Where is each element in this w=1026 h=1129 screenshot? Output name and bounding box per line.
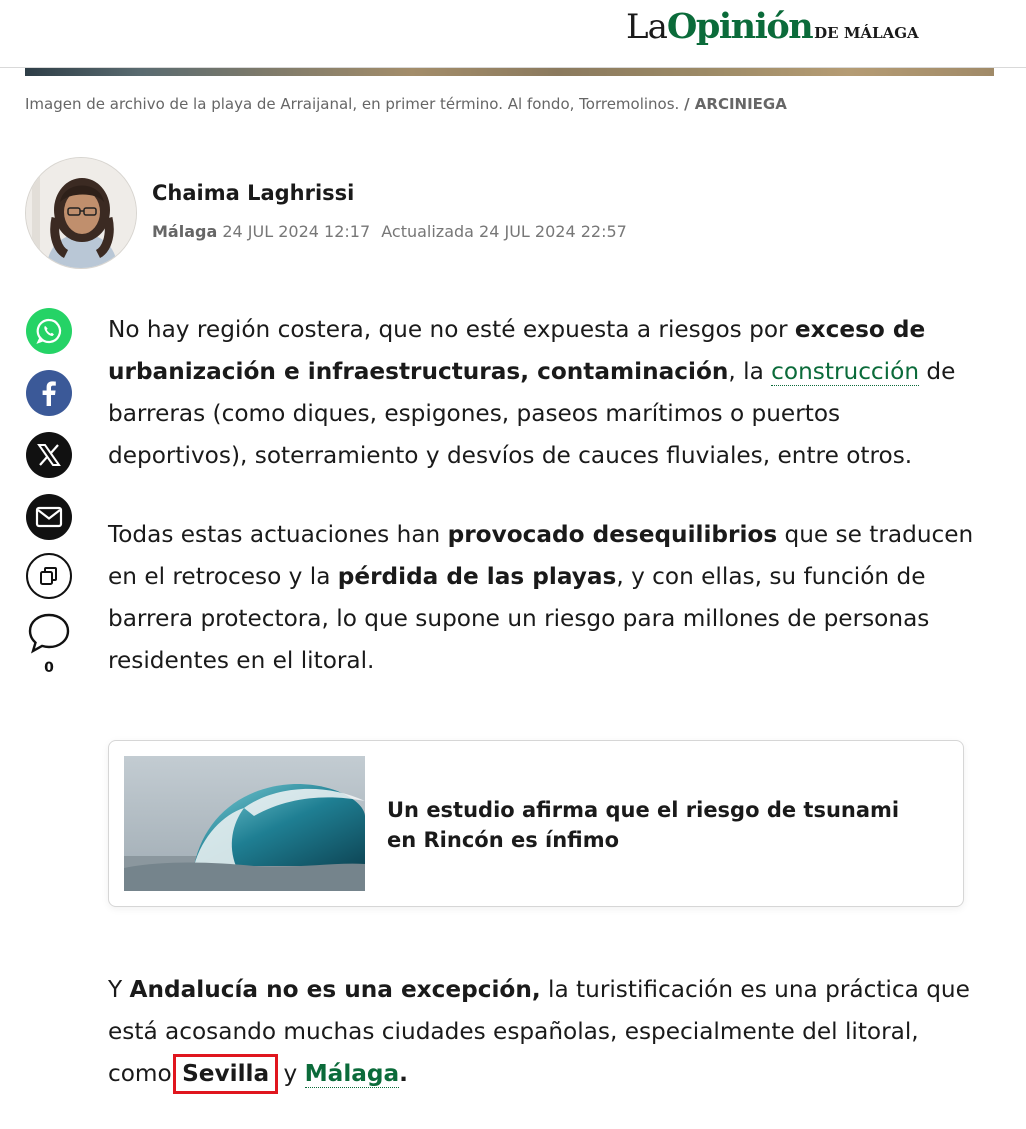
p3-text-1: Y [108,976,130,1003]
x-share-button[interactable] [26,432,72,478]
author-portrait [26,158,137,269]
p3-bold-1: Andalucía no es una excepción, [129,976,541,1003]
site-header [0,0,1026,68]
related-article-title[interactable]: Un estudio afirma que el riesgo de tsunami en Rincón es ínfimo [387,798,900,852]
copy-link-button[interactable] [26,553,72,599]
whatsapp-share-button[interactable] [26,308,72,354]
comment-count: 0 [44,660,54,676]
p2-bold-2: pérdida de las playas [337,563,617,590]
photo-caption [25,95,985,113]
link-construccion[interactable]: construcción [771,358,920,385]
p2-text-3: , y con ellas, su función de barrera protectora, lo que supone un riesgo para millones de personas residentes en el litoral. [108,563,930,674]
author-name[interactable]: Chaima Laghrissi [152,181,355,205]
related-article-card[interactable] [108,740,964,907]
p3-text-4: . [399,1060,408,1087]
mail-icon [35,506,63,528]
p2-bold-1: provocado desequilibrios [447,521,778,548]
email-share-button[interactable] [26,494,72,540]
comment-icon [27,611,71,655]
comments-button[interactable] [26,610,72,656]
link-malaga[interactable]: Málaga [304,1060,400,1087]
copy-icon [38,565,60,587]
author-avatar[interactable] [25,157,137,269]
p1-text-3: de barreras (como diques, espigones, paseos marítimos o puertos deportivos), soterramiento y desvíos de cauces fluviales, entre otros. [108,358,956,469]
updated-date: Actualizada 24 JUL 2024 22:57 [381,222,627,241]
facebook-share-button[interactable] [26,370,72,416]
whatsapp-icon [35,317,63,345]
article-paragraph-2 [108,514,978,682]
logo-opinion: Opinión [666,6,813,47]
p2-text-1: Todas estas actuaciones han [108,521,448,548]
x-icon [36,442,62,468]
p1-text-1: No hay región costera, que no esté expuesta a riesgos por [108,316,795,343]
article-paragraph-3 [108,969,978,1095]
author-meta [152,222,627,241]
p1-bold-1: exceso de urbanización e infraestructuras, contaminación [108,316,926,385]
dateline-city: Málaga [152,222,218,241]
caption-credit: / ARCINIEGA [684,95,787,113]
facebook-icon [37,379,61,407]
caption-text: Imagen de archivo de la playa de Arraijanal, en primer término. Al fondo, Torremolinos. [25,95,680,113]
published-date: 24 JUL 2024 12:17 [222,222,371,241]
article-paragraph-1 [108,309,978,477]
p1-text-2: , la [728,358,772,385]
p3-text-3: y [276,1060,305,1087]
logo-de-malaga: DE MÁLAGA [814,24,919,42]
site-logo[interactable] [626,6,919,47]
logo-la: La [626,7,667,47]
highlight-sevilla[interactable]: Sevilla [173,1054,278,1094]
wave-image [124,756,365,891]
related-article-image[interactable] [124,756,365,891]
hero-image [25,68,994,76]
p3-text-2: la turistificación es una práctica que está acosando muchas ciudades españolas, especialmente del litoral, como [108,976,970,1087]
p2-text-2: que se traducen en el retroceso y la [108,521,974,590]
